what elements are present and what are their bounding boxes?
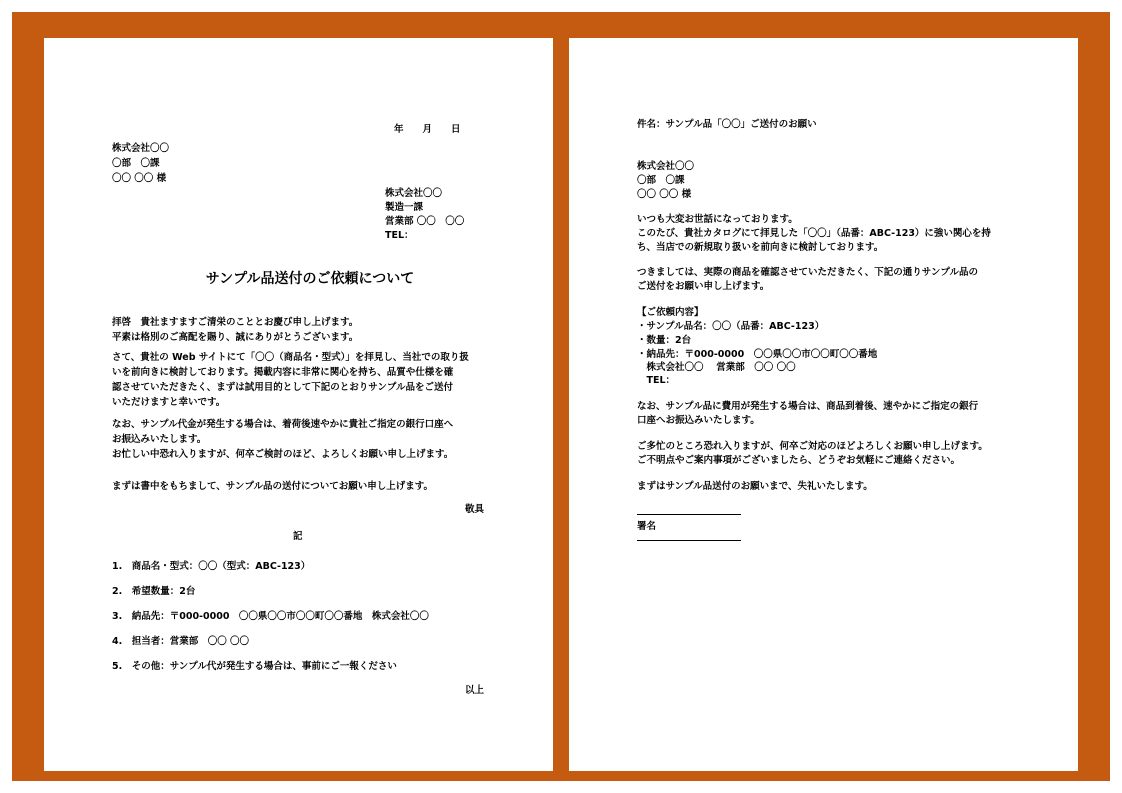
request-item: ・納品先：〒000-0000 〇〇県〇〇市〇〇町〇〇番地 (637, 349, 878, 360)
body-line: まずはサンプル品送付のお願いまで、失礼いたします。 (637, 481, 873, 492)
body-line: つきましては、実際の商品を確認させていただきたく、下記の通りサンプル品の (637, 267, 978, 278)
request-item: TEL： (637, 375, 676, 386)
body-line: 拝啓 貴社ますますご清栄のこととお慶び申し上げます。 (112, 317, 359, 328)
request-heading: 【ご依頼内容】 (637, 307, 704, 318)
recipient-name: 〇〇 〇〇 様 (637, 189, 692, 200)
body-line: ご多忙のところ恐れ入りますが、何卒ご対応のほどよろしくお願い申し上げます。 (637, 441, 988, 452)
end-ijou: 以上 (465, 685, 485, 696)
letter-page-formal (44, 38, 553, 771)
ki-heading: 記 (293, 531, 303, 542)
item-line: 4. 担当者：営業部 〇〇 〇〇 (112, 636, 250, 647)
date-line: 年 月 日 (394, 124, 461, 135)
body-line: いただけますと幸いです。 (112, 397, 226, 408)
sender-division: 製造一課 (385, 202, 424, 213)
sender-tel: TEL： (385, 230, 414, 241)
item-line: 5. その他：サンプル代が発生する場合は、事前にご一報ください (112, 661, 397, 672)
closing-keigu: 敬具 (465, 504, 485, 515)
signature-label: 署名 (637, 521, 657, 532)
body-line: さて、貴社の Web サイトにて「〇〇（商品名・型式）」を拝見し、当社での取り扱 (112, 352, 469, 363)
body-line: なお、サンプル代金が発生する場合は、着荷後速やかに貴社ご指定の銀行口座へ (112, 419, 454, 430)
sender-company: 株式会社〇〇 (385, 188, 443, 199)
body-line: このたび、貴社カタログにて拝見した「〇〇」（品番：ABC-123）に強い関心を持 (637, 228, 991, 239)
body-line: 平素は格別のご高配を賜り、誠にありがとうございます。 (112, 332, 359, 343)
body-line: いを前向きに検討しております。掲載内容に非常に関心を持ち、品質や仕様を確 (112, 367, 454, 378)
letter-page-simple (569, 38, 1078, 771)
body-line: お忙しい中恐れ入りますが、何卒ご検討のほど、よろしくお願い申し上げます。 (112, 449, 454, 460)
document-frame (12, 12, 1110, 781)
recipient-company: 株式会社〇〇 (112, 143, 170, 154)
body-line: まずは書中をもちまして、サンプル品の送付についてお願い申し上げます。 (112, 481, 434, 492)
item-line: 1. 商品名・型式：〇〇（型式：ABC-123） (112, 561, 311, 572)
signature-rule-top (637, 514, 741, 515)
body-line: なお、サンプル品に費用が発生する場合は、商品到着後、速やかにご指定の銀行 (637, 401, 979, 412)
body-line: ご不明点やご案内事項がございましたら、どうぞお気軽にご連絡ください。 (637, 455, 961, 466)
body-line: 口座へお振込みいたします。 (637, 415, 760, 426)
signature-rule-bottom (637, 540, 741, 541)
body-line: ち、当店での新規取り扱いを前向きに検討しております。 (637, 242, 884, 253)
recipient-company: 株式会社〇〇 (637, 161, 695, 172)
sender-sales: 営業部 〇〇 〇〇 (385, 216, 465, 227)
item-line: 2. 希望数量：2台 (112, 586, 196, 597)
item-line: 3. 納品先：〒000-0000 〇〇県〇〇市〇〇町〇〇番地 株式会社〇〇 (112, 611, 429, 622)
body-line: 認させていただきたく、まずは試用目的として下記のとおりサンプル品をご送付 (112, 382, 453, 393)
recipient-department: 〇部 〇課 (637, 175, 685, 186)
body-line: ご送付をお願い申し上げます。 (637, 281, 770, 292)
body-line: いつも大変お世話になっております。 (637, 214, 798, 225)
request-item: ・サンプル品名：〇〇（品番：ABC-123） (637, 321, 825, 332)
recipient-name: 〇〇 〇〇 様 (112, 173, 167, 184)
request-item: 株式会社〇〇 営業部 〇〇 〇〇 (637, 362, 796, 373)
subject-line: 件名：サンプル品「〇〇」ご送付のお願い (637, 119, 817, 130)
letter-title: サンプル品送付のご依頼について (205, 271, 415, 287)
recipient-department: 〇部 〇課 (112, 158, 160, 169)
body-line: お振込みいたします。 (112, 434, 207, 445)
request-item: ・数量：2台 (637, 335, 692, 346)
